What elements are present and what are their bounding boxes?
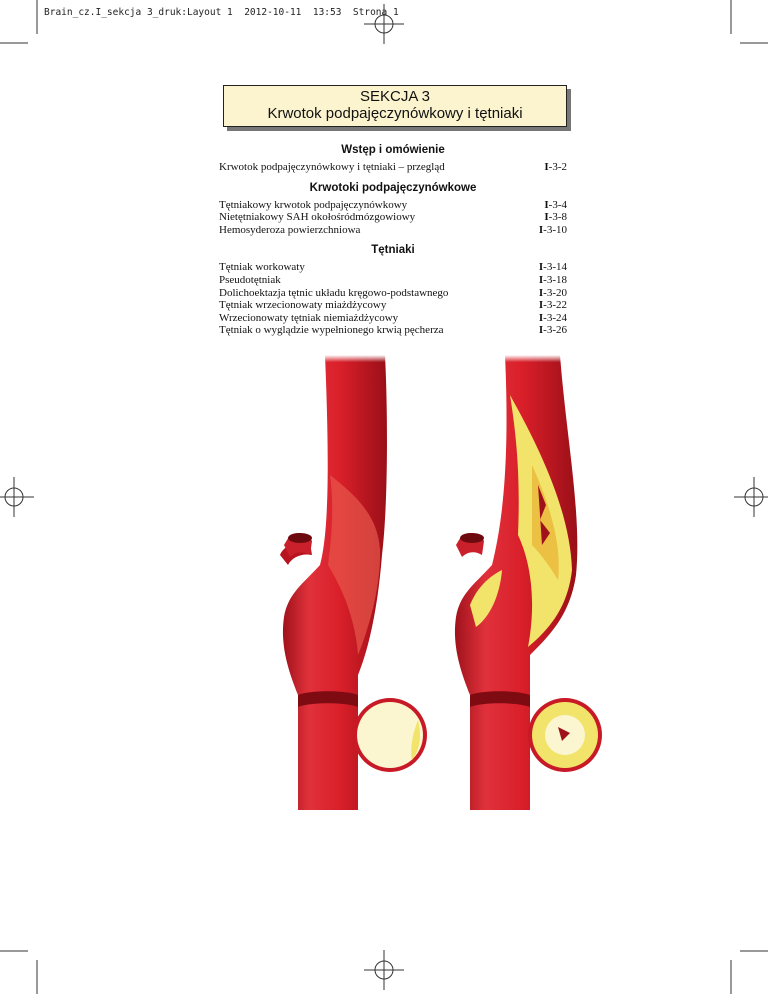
toc-entry-label: Nietętniakowy SAH okołośródmózgowiowy <box>219 211 416 224</box>
toc-entry-label: Tętniak o wyglądzie wypełnionego krwią pęcherza <box>219 324 444 337</box>
toc-entry-label: Pseudotętniak <box>219 273 281 286</box>
toc-entry[interactable] <box>219 274 567 287</box>
toc-entry-page: I-3-24 <box>538 311 567 324</box>
toc-section-aneurysms <box>219 243 567 337</box>
toc-entry[interactable] <box>219 199 567 212</box>
toc-entry[interactable] <box>219 287 567 300</box>
toc-entry[interactable] <box>219 261 567 274</box>
toc-entry-label: Krwotok podpajęczynówkowy i tętniaki – przegląd <box>219 161 445 173</box>
toc-entry-label: Tętniak wrzecionowaty miażdżycowy <box>219 299 387 312</box>
toc-entry-page: I-3-2 <box>544 161 567 173</box>
table-of-contents <box>219 143 567 344</box>
toc-entry-label: Hemosyderoza powierzchniowa <box>219 223 361 236</box>
section-kicker: SEKCJA 3 <box>359 88 431 105</box>
toc-section-intro <box>219 143 567 174</box>
toc-heading: Tętniaki <box>371 244 415 257</box>
toc-entry-page: I-3-26 <box>538 324 567 337</box>
toc-entry-page: I-3-18 <box>538 273 567 286</box>
toc-entry-label: Tętniakowy krwotok podpajęczynówkowy <box>219 198 408 211</box>
toc-heading: Wstęp i omówienie <box>341 144 445 156</box>
slug-page: Strona 1 <box>352 7 399 18</box>
toc-entry[interactable] <box>219 224 567 237</box>
toc-entry[interactable] <box>219 211 567 224</box>
slug-file: Brain_cz.I_sekcja 3_druk:Layout 1 <box>44 7 233 18</box>
atherosclerotic-vessel-drawing <box>445 355 602 810</box>
section-title: Krwotok podpajęczynówkowy i tętniaki <box>267 105 523 122</box>
section-title-box <box>223 85 567 127</box>
toc-entry-page: I-3-8 <box>544 211 567 224</box>
toc-entry-page: I-3-22 <box>538 299 567 312</box>
normal-vessel-drawing <box>270 355 427 810</box>
slug-date: 2012-10-11 <box>244 7 302 18</box>
toc-entry[interactable] <box>219 299 567 312</box>
toc-entry[interactable] <box>219 312 567 325</box>
toc-section-hemorrhage <box>219 181 567 237</box>
toc-entry-page: I-3-4 <box>544 198 567 211</box>
aneurysm-illustration <box>270 355 630 820</box>
toc-entry-label: Wrzecionowaty tętniak niemiażdżycowy <box>219 311 399 324</box>
slug-time: 13:53 <box>312 7 342 18</box>
toc-entry-page: I-3-10 <box>538 223 567 236</box>
toc-entry-page: I-3-20 <box>538 286 567 299</box>
toc-entry-label: Tętniak workowaty <box>219 261 305 274</box>
toc-entry[interactable] <box>219 161 567 174</box>
toc-entry-page: I-3-14 <box>538 261 567 274</box>
toc-heading: Krwotoki podpajęczynówkowe <box>309 181 477 194</box>
toc-entry-label: Dolichoektazja tętnic układu kręgowo-podstawnego <box>219 286 449 299</box>
toc-entry[interactable] <box>219 324 567 337</box>
